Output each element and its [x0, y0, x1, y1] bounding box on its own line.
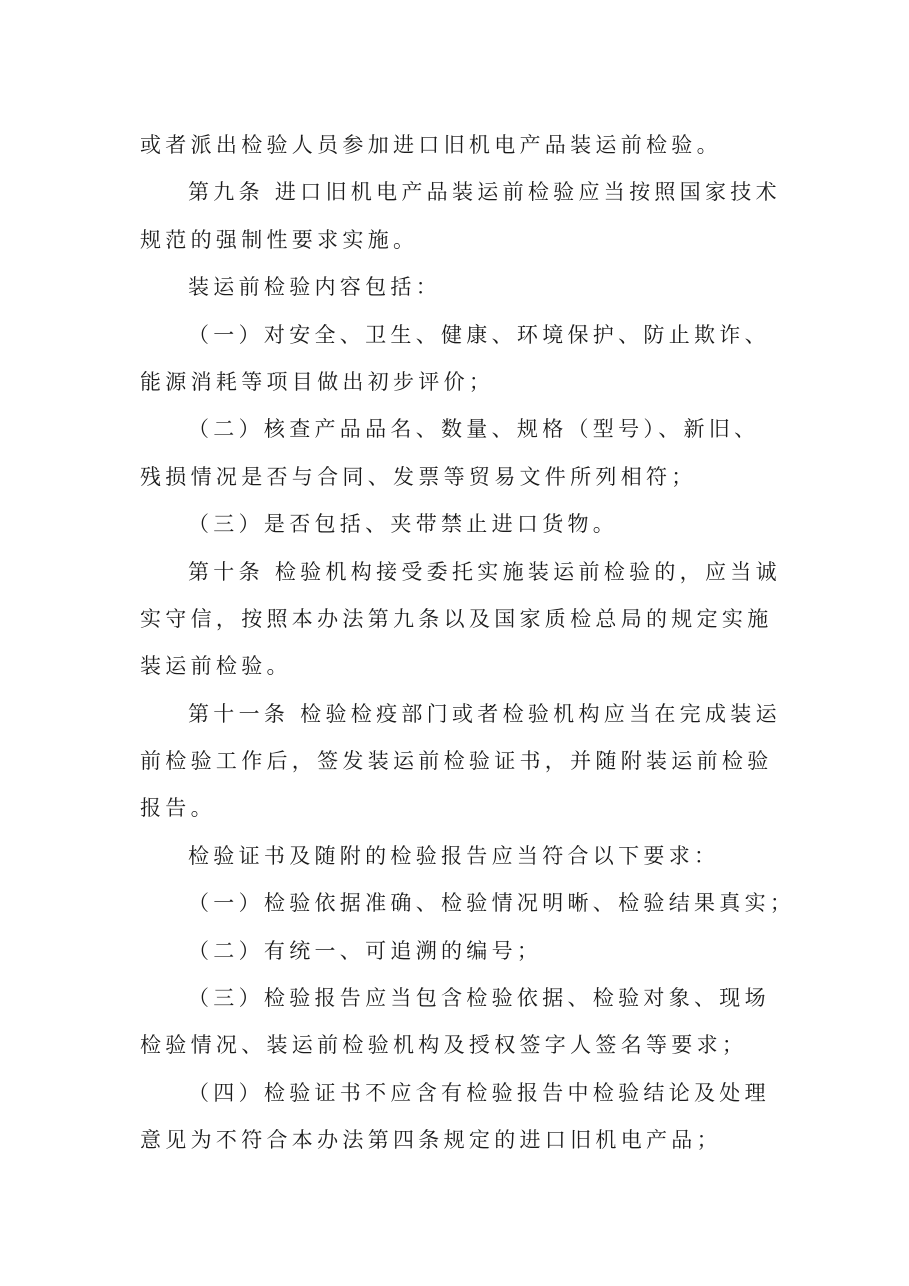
inspection-content-intro: 装运前检验内容包括：	[188, 275, 441, 300]
requirement-item-1-line: （一）检验依据准确、检验情况明晰、检验结果真实；	[188, 891, 796, 916]
text-line: 检验情况、装运前检验机构及授权签字人签名等要求；	[140, 1033, 748, 1058]
regulation-text-body	[140, 126, 796, 1169]
text-line: 前检验工作后，签发装运前检验证书，并随附装运前检验	[140, 749, 773, 774]
certificate-requirements-intro: 检验证书及随附的检验报告应当符合以下要求：	[188, 843, 720, 868]
text-line: 能源消耗等项目做出初步评价；	[140, 369, 495, 394]
text-line: 实守信，按照本办法第九条以及国家质检总局的规定实施	[140, 606, 773, 631]
article-9-heading-line: 第九条 进口旧机电产品装运前检验应当按照国家技术	[188, 180, 781, 205]
requirement-item-3-line: （三）检验报告应当包含检验依据、检验对象、现场	[188, 986, 770, 1011]
text-line: 规范的强制性要求实施。	[140, 227, 419, 252]
article-11-heading-line: 第十一条 检验检疫部门或者检验机构应当在完成装运	[188, 701, 781, 726]
text-line: 报告。	[140, 796, 216, 821]
requirement-item-4-line: （四）检验证书不应含有检验报告中检验结论及处理	[188, 1080, 770, 1105]
list-item-1-line: （一）对安全、卫生、健康、环境保护、防止欺诈、	[188, 322, 770, 347]
text-line: 意见为不符合本办法第四条规定的进口旧机电产品；	[140, 1128, 722, 1153]
list-item-3-line: （三）是否包括、夹带禁止进口货物。	[188, 512, 619, 537]
article-10-heading-line: 第十条 检验机构接受委托实施装运前检验的，应当诚	[188, 559, 781, 584]
text-line: 装运前检验。	[140, 654, 292, 679]
text-line: 残损情况是否与合同、发票等贸易文件所列相符；	[140, 464, 697, 489]
text-line-continuation: 或者派出检验人员参加进口旧机电产品装运前检验。	[140, 133, 722, 157]
list-item-2-line: （二）核查产品品名、数量、规格（型号）、新旧、	[188, 417, 760, 442]
requirement-item-2-line: （二）有统一、可追溯的编号；	[188, 938, 543, 963]
